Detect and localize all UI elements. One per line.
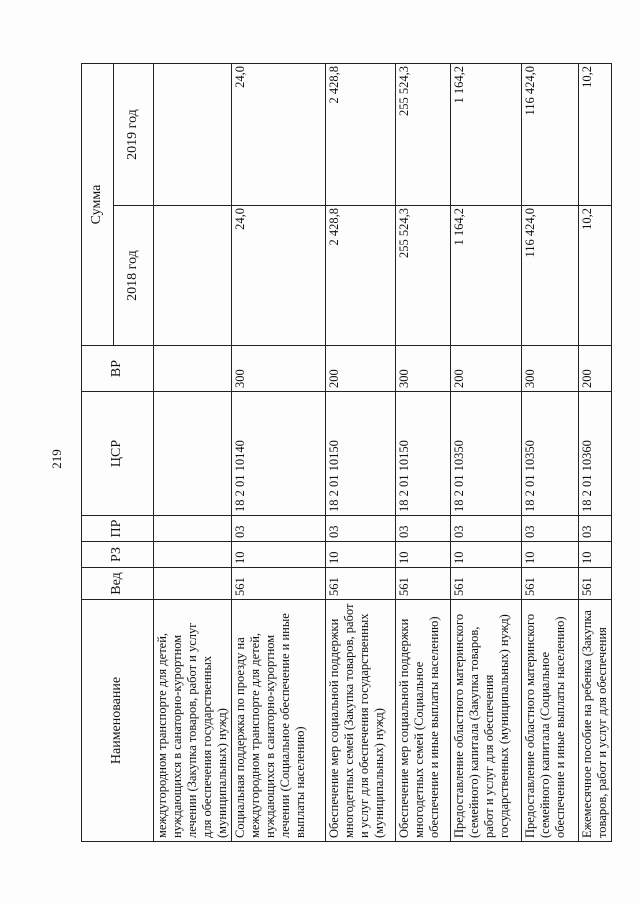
rotated-table-frame (81, 64, 607, 842)
cell-name: Обеспечение мер социальной поддержки многодетных семей (Социальное обеспечение и иные выплаты населению) (396, 600, 451, 842)
cell-csr: 18 2 01 10150 (326, 392, 396, 516)
cell-ved: 561 (232, 568, 326, 600)
table-row (232, 64, 326, 842)
cell-vr: 300 (232, 346, 326, 392)
cell-vr: 300 (522, 346, 579, 392)
header-ved: Вед (82, 568, 154, 600)
cell-pr: 03 (396, 516, 451, 542)
cell-name: Обеспечение мер социальной поддержки многодетных семей (Закупка товаров, работ и услуг для обеспечения государственных (муниципальных) нужд) (326, 600, 396, 842)
cell-rz: 10 (396, 542, 451, 568)
cell-rz: 10 (232, 542, 326, 568)
cell-2019: 24,0 (232, 64, 326, 206)
header-rz: РЗ (82, 542, 154, 568)
cell-pr: 03 (522, 516, 579, 542)
cell-ved: 561 (451, 568, 522, 600)
cell-ved: 561 (326, 568, 396, 600)
cell-name: Социальная поддержка по проезду на междугородном транспорте для детей, нуждающихся в санаторно-курортном лечении (Социальное обеспечение и иные выплаты населению) (232, 600, 326, 842)
header-csr: ЦСР (82, 392, 154, 516)
cell-pr: 03 (232, 516, 326, 542)
cell-2019: 10,2 (579, 64, 612, 206)
cell-vr: 200 (579, 346, 612, 392)
header-vr: ВР (82, 346, 154, 392)
cell-csr: 18 2 01 10350 (451, 392, 522, 516)
cell-2019: 2 428,8 (326, 64, 396, 206)
cell-pr: 03 (451, 516, 522, 542)
cell-csr: 18 2 01 10150 (396, 392, 451, 516)
header-sum: Сумма (82, 64, 114, 346)
cell-name: Ежемесячное пособие на ребенка (Закупка товаров, работ и услуг для обеспечения (579, 600, 612, 842)
table-row (451, 64, 522, 842)
cell-name: междугородном транспорте для детей, нуждающихся в санаторно-курортном лечении (Закупка товаров, работ и услуг для обеспечения государственных (муниципальных) нужд) (154, 600, 232, 842)
budget-table (81, 63, 612, 842)
cell-rz: 10 (451, 542, 522, 568)
cell-ved: 561 (522, 568, 579, 600)
cell-2018: 116 424,0 (522, 206, 579, 346)
cell-ved: 561 (579, 568, 612, 600)
cell-vr: 300 (396, 346, 451, 392)
cell-pr: 03 (579, 516, 612, 542)
header-row-1 (82, 64, 114, 842)
table-row (396, 64, 451, 842)
cell-csr (154, 392, 232, 516)
cell-2019: 116 424,0 (522, 64, 579, 206)
cell-2018: 24,0 (232, 206, 326, 346)
cell-name: Предоставление областного материнского (семейного) капитала (Закупка товаров, работ и услуг для обеспечения государственных (муниципальных) нужд) (451, 600, 522, 842)
cell-name: Предоставление областного материнского (семейного) капитала (Социальное обеспечение и иные выплаты населению) (522, 600, 579, 842)
header-year-2019: 2019 год (114, 64, 154, 206)
cell-2018: 10,2 (579, 206, 612, 346)
cell-vr (154, 346, 232, 392)
cell-2019 (154, 64, 232, 206)
table-row (154, 64, 232, 842)
cell-csr: 18 2 01 10360 (579, 392, 612, 516)
cell-2019: 1 164,2 (451, 64, 522, 206)
cell-2018: 255 524,3 (396, 206, 451, 346)
cell-ved (154, 568, 232, 600)
cell-2018 (154, 206, 232, 346)
header-pr: ПР (82, 516, 154, 542)
cell-2018: 1 164,2 (451, 206, 522, 346)
cell-csr: 18 2 01 10140 (232, 392, 326, 516)
header-name: Наименование (82, 600, 154, 842)
cell-rz: 10 (522, 542, 579, 568)
page-number: 219 (49, 449, 64, 469)
cell-csr: 18 2 01 10350 (522, 392, 579, 516)
cell-rz: 10 (326, 542, 396, 568)
cell-2018: 2 428,8 (326, 206, 396, 346)
header-year-2018: 2018 год (114, 206, 154, 346)
table-row (579, 64, 612, 842)
cell-ved: 561 (396, 568, 451, 600)
cell-rz: 10 (579, 542, 612, 568)
cell-vr: 200 (451, 346, 522, 392)
cell-pr: 03 (326, 516, 396, 542)
cell-vr: 200 (326, 346, 396, 392)
table-row (326, 64, 396, 842)
cell-2019: 255 524,3 (396, 64, 451, 206)
cell-rz (154, 542, 232, 568)
cell-pr (154, 516, 232, 542)
table-container (81, 64, 607, 842)
table-row (522, 64, 579, 842)
